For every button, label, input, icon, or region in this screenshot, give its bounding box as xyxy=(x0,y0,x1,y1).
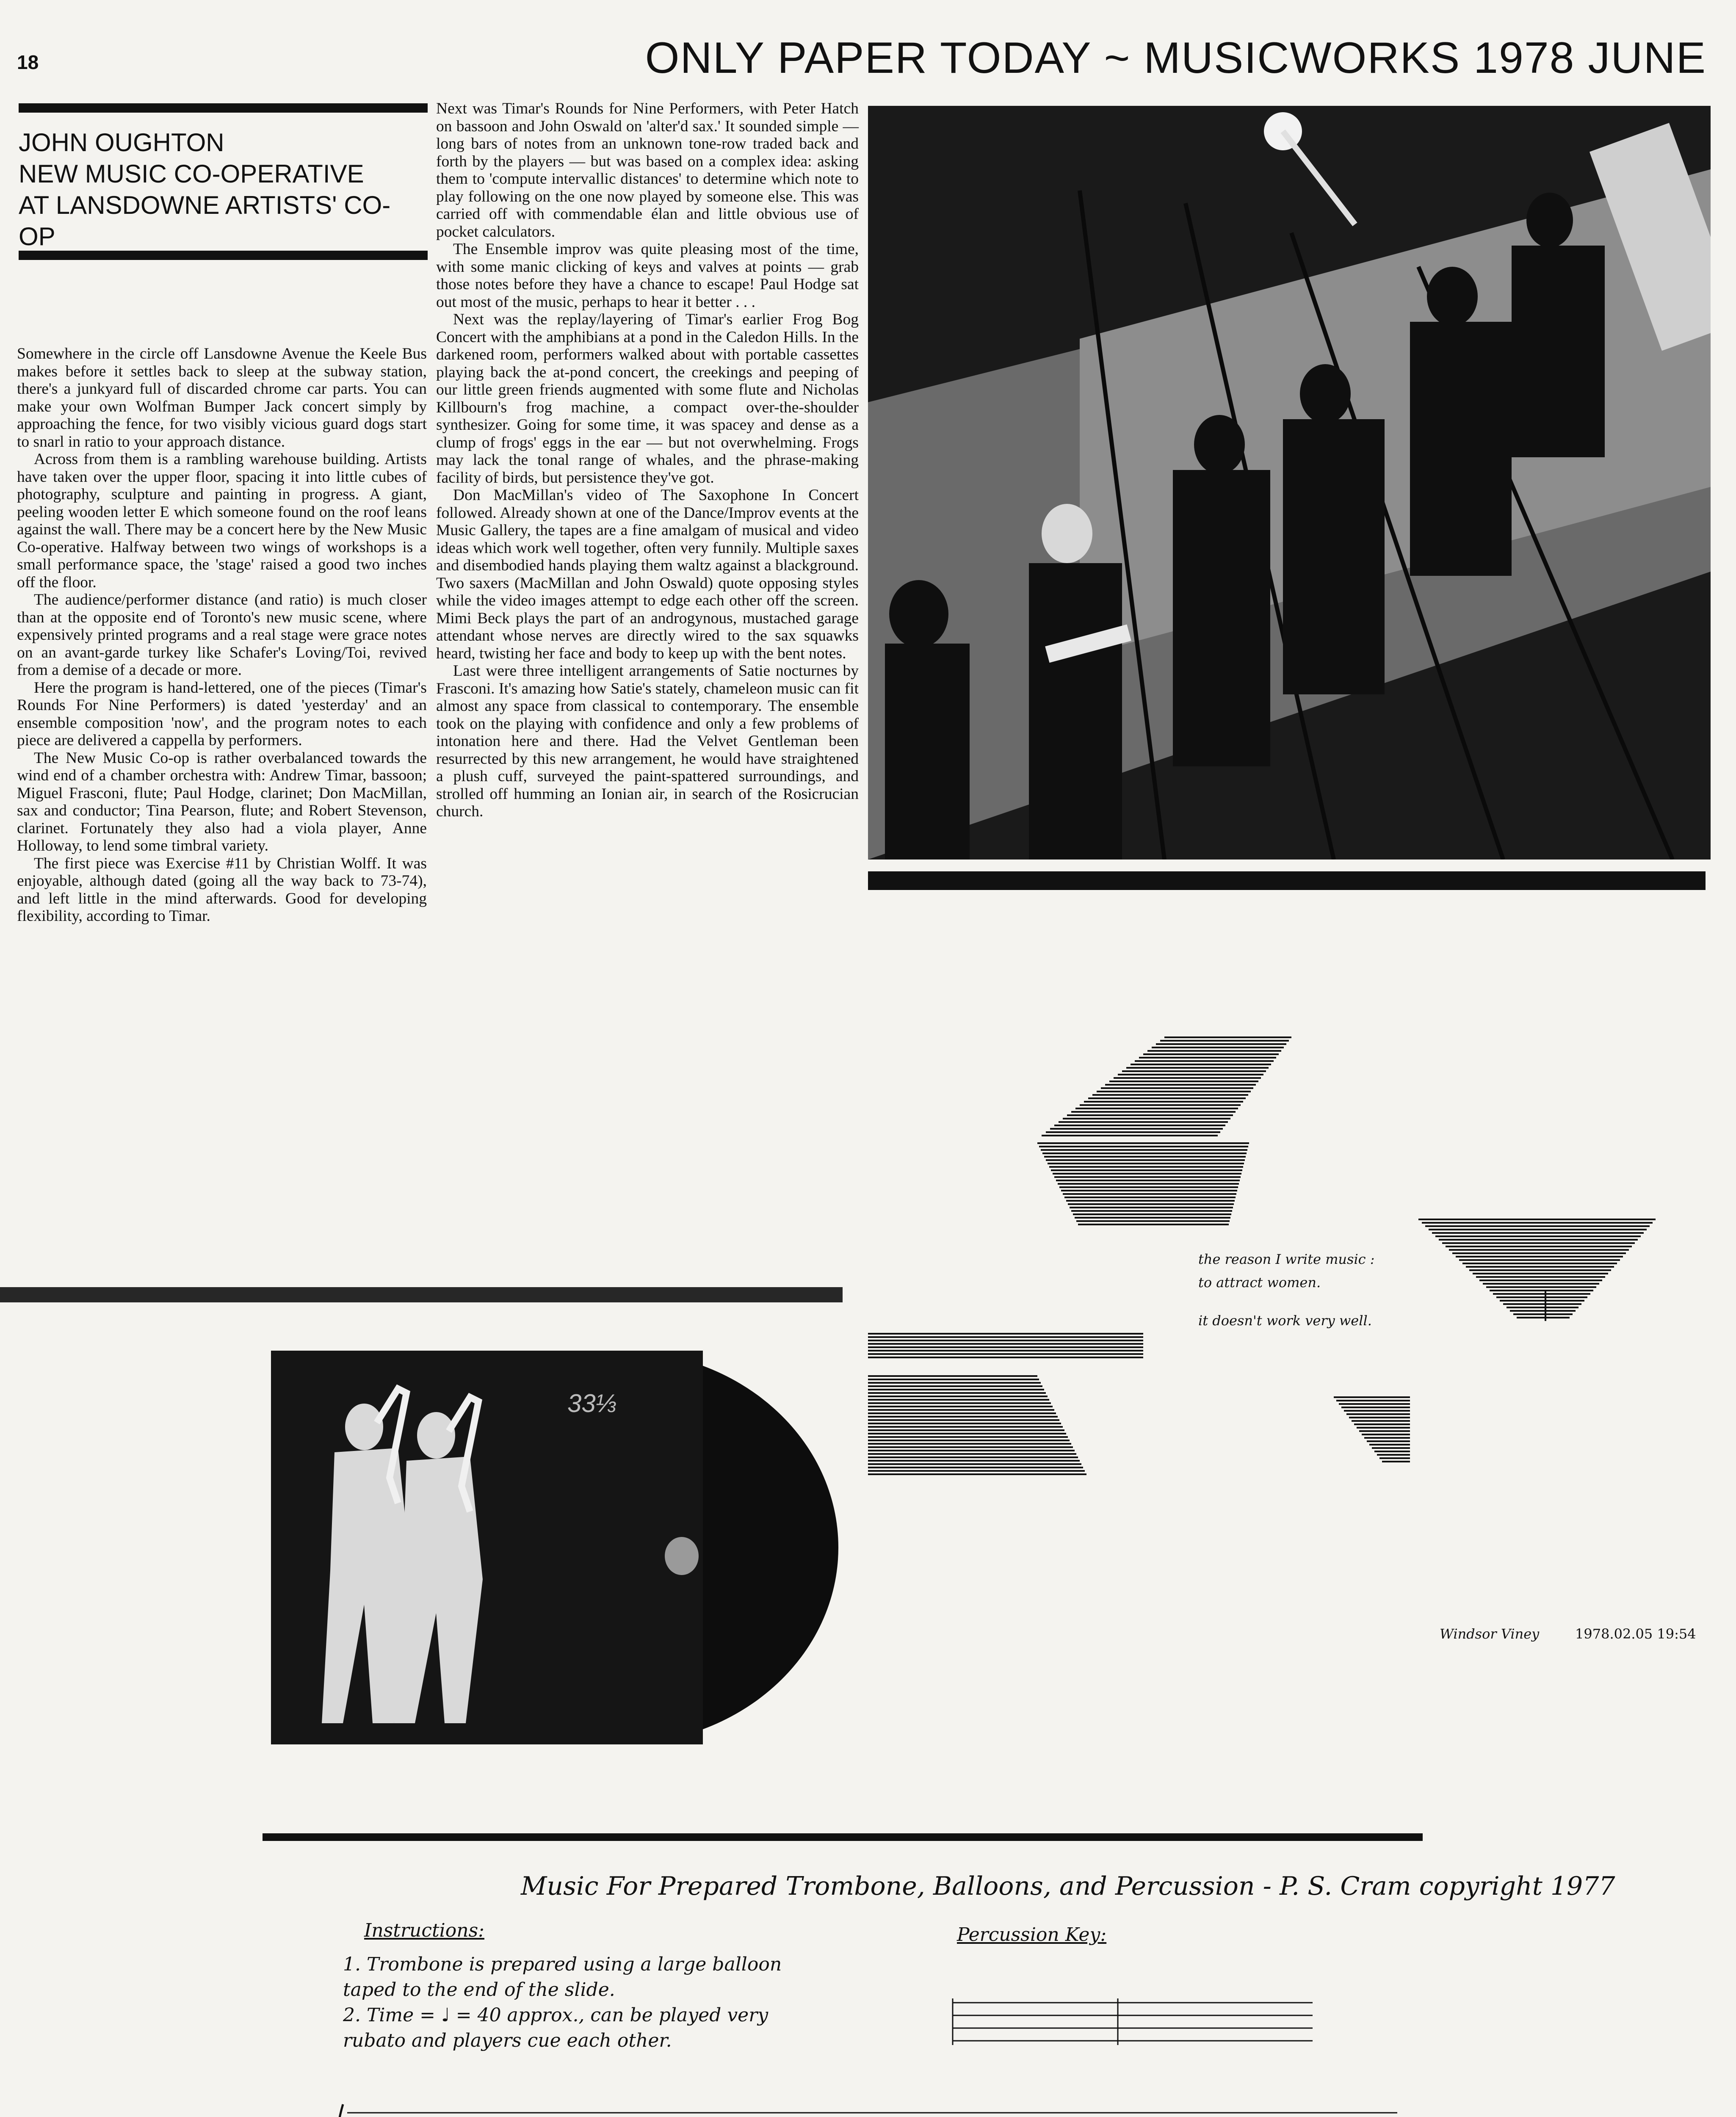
artwork-caption-1: the reason I write music : xyxy=(1198,1251,1375,1267)
article-column-2 xyxy=(436,100,859,821)
paragraph: Across from them is a rambling warehouse building. Artists have taken over the upper floor, spacing it into little cubes of photography, sculpture and painting in progress. A giant, peeling wooden letter E which someone found on the roof leans against the wall. There may be a concert here by the New Music Co-operative. Halfway between two wings of workshops is a small performance space, the 'stage' raised a good two inches off the floor. xyxy=(17,450,427,591)
paragraph: Next was Timar's Rounds for Nine Performers, with Peter Hatch on bassoon and John Oswald on 'alter'd sax.' It sounded simple — long bars of notes from an unknown tone-row traded back and forth by the players — but was based on a complex idea: asking them to 'compute intervallic distances' to determine which note to play following on the one now played by someone else. This was carried off with commendable élan and little obvious use of pocket calculators. xyxy=(436,100,859,240)
score-title: Music For Prepared Trombone, Balloons, and Percussion - P. S. Cram copyright 1977 xyxy=(521,1871,1615,1901)
photo-caption-rule xyxy=(868,871,1706,890)
staff-lines xyxy=(347,2113,1397,2117)
byline xyxy=(19,127,425,252)
album-sleeve xyxy=(271,1351,703,1744)
page-number: 18 xyxy=(17,51,39,73)
author-name: JOHN OUGHTON xyxy=(19,128,224,157)
paragraph: Here the program is hand-lettered, one of the pieces (Timar's Rounds For Nine Performers) is dated 'yesterday' and an ensemble composition 'now', and the program notes to each piece are delivered a cappella by performers. xyxy=(17,679,427,749)
paragraph: The New Music Co-op is rather overbalanced towards the wind end of a chamber orchestra with: Andrew Timar, bassoon; Miguel Frasconi, flute; Paul Hodge, clarinet; Don MacMillan, sax and conductor; Tina Pearson, flute; and Robert Stevenson, clarinet. Fortunately they also had a viola player, Anne Holloway, to lend some timbral variety. xyxy=(17,749,427,854)
article-column-1 xyxy=(17,345,427,925)
percussion-key-heading: Percussion Key: xyxy=(957,1924,1107,1946)
paragraph: Somewhere in the circle off Lansdowne Avenue the Keele Bus makes before it settles back to sleep at the subway station, there's a junkyard full of discarded chrome car parts. You can make your own Wolfman Bumper Jack concert simply by approaching the fence, for two visibly vicious guard dogs start to snarl in ratio to your approach distance. xyxy=(17,345,427,450)
artwork-date: 1978.02.05 19:54 xyxy=(1575,1626,1696,1642)
saxophonists-illustration xyxy=(271,1351,703,1744)
paragraph: The audience/performer distance (and ratio) is much closer than at the opposite end of Toronto's new music scene, where expensively printed programs and a real stage were grace notes on an avant-garde turkey like Schafer's Loving/Toi, revived from a demise of a decade or more. xyxy=(17,591,427,679)
instruction-2: 2. Time = ♩ = 40 approx., can be played very rubato and players cue each other. xyxy=(343,2004,768,2051)
paragraph: Don MacMillan's video of The Saxophone In Concert followed. Already shown at one of the Dance/Improv events at the Music Gallery, the tapes are a fine amalgam of musical and video ideas which work well together, often very funnily. Multiple saxes and disembodied hands playing them waltz against a blackground. Two saxers (MacMillan and John Oswald) quote opposing styles while the video images attempt to edge each other off the screen. Mimi Beck plays the part of an androgynous, mustached garage attendant whose nerves are directly wired to the sax squawks heard, twisting her face and body to keep up with the bent notes. xyxy=(436,486,859,662)
instructions-heading: Instructions: xyxy=(364,1920,484,1941)
album-image xyxy=(271,1351,834,1744)
paragraph: Last were three intelligent arrangements of Satie nocturnes by Frasconi. It's amazing how Satie's stately, chameleon music can fit almost any space from classical to contemporary. The ensemble took on the playing with confidence and only a few problems of intonation here and there. Had the Velvet Gentleman been resurrected by this new arrangement, he would have straightened a plush cuff, surveyed the paint-spattered surroundings, and strolled off humming an Ionian air, in search of the Rosicrucian church. xyxy=(436,662,859,820)
byline-top-rule xyxy=(19,103,428,113)
instruction-1: 1. Trombone is prepared using a large balloon taped to the end of the slide. xyxy=(343,1954,782,2001)
album-label-text: 33⅓ xyxy=(567,1389,617,1418)
record-label-spot xyxy=(665,1537,699,1575)
headline-line-2: AT LANSDOWNE ARTISTS' CO-OP xyxy=(19,191,391,251)
performers-image xyxy=(868,106,1711,860)
paragraph: The Ensemble improv was quite pleasing most of the time, with some manic clicking of keys and valves at points — grab those notes before they have a chance to escape! Paul Hodge sat out most of the music, perhaps to hear it better . . . xyxy=(436,240,859,311)
masthead: ONLY PAPER TODAY ~ MUSICWORKS 1978 JUNE xyxy=(645,33,1706,83)
artwork-signature: Windsor Viney xyxy=(1440,1626,1540,1642)
score-system-1 xyxy=(263,2087,1406,2117)
byline-bottom-rule xyxy=(19,251,428,260)
artwork-caption-2: to attract women. xyxy=(1198,1274,1321,1291)
section-rule xyxy=(0,1287,843,1302)
paragraph: The first piece was Exercise #11 by Christian Wolff. It was enjoyable, although dated (going all the way back to 73-74), and left little in the mind afterwards. Good for developing flexibility, according to Timar. xyxy=(17,854,427,925)
percussion-key-staff xyxy=(948,1986,1321,2053)
artwork-caption-3: it doesn't work very well. xyxy=(1198,1313,1372,1329)
concert-photo xyxy=(868,106,1711,860)
paragraph: Next was the replay/layering of Timar's earlier Frog Bog Concert with the amphibians at a pond in the Caledon Hills. In the darkened room, performers walked about with portable cassettes playing back the at-pond concert, the creekings and peeping of our little green friends augmented with some flute and Nicholas Killbourn's frog machine, a compact over-the-shoulder synthesizer. Going for some time, it was spacey and dense as a clump of frogs' eggs in the ear — but not overwhelming. Frogs may lack the tonal range of whales, and the phrase-making facility of birds, but persistence they've got. xyxy=(436,311,859,486)
score-top-rule xyxy=(263,1833,1423,1841)
headline-line-1: NEW MUSIC CO-OPERATIVE xyxy=(19,160,364,188)
